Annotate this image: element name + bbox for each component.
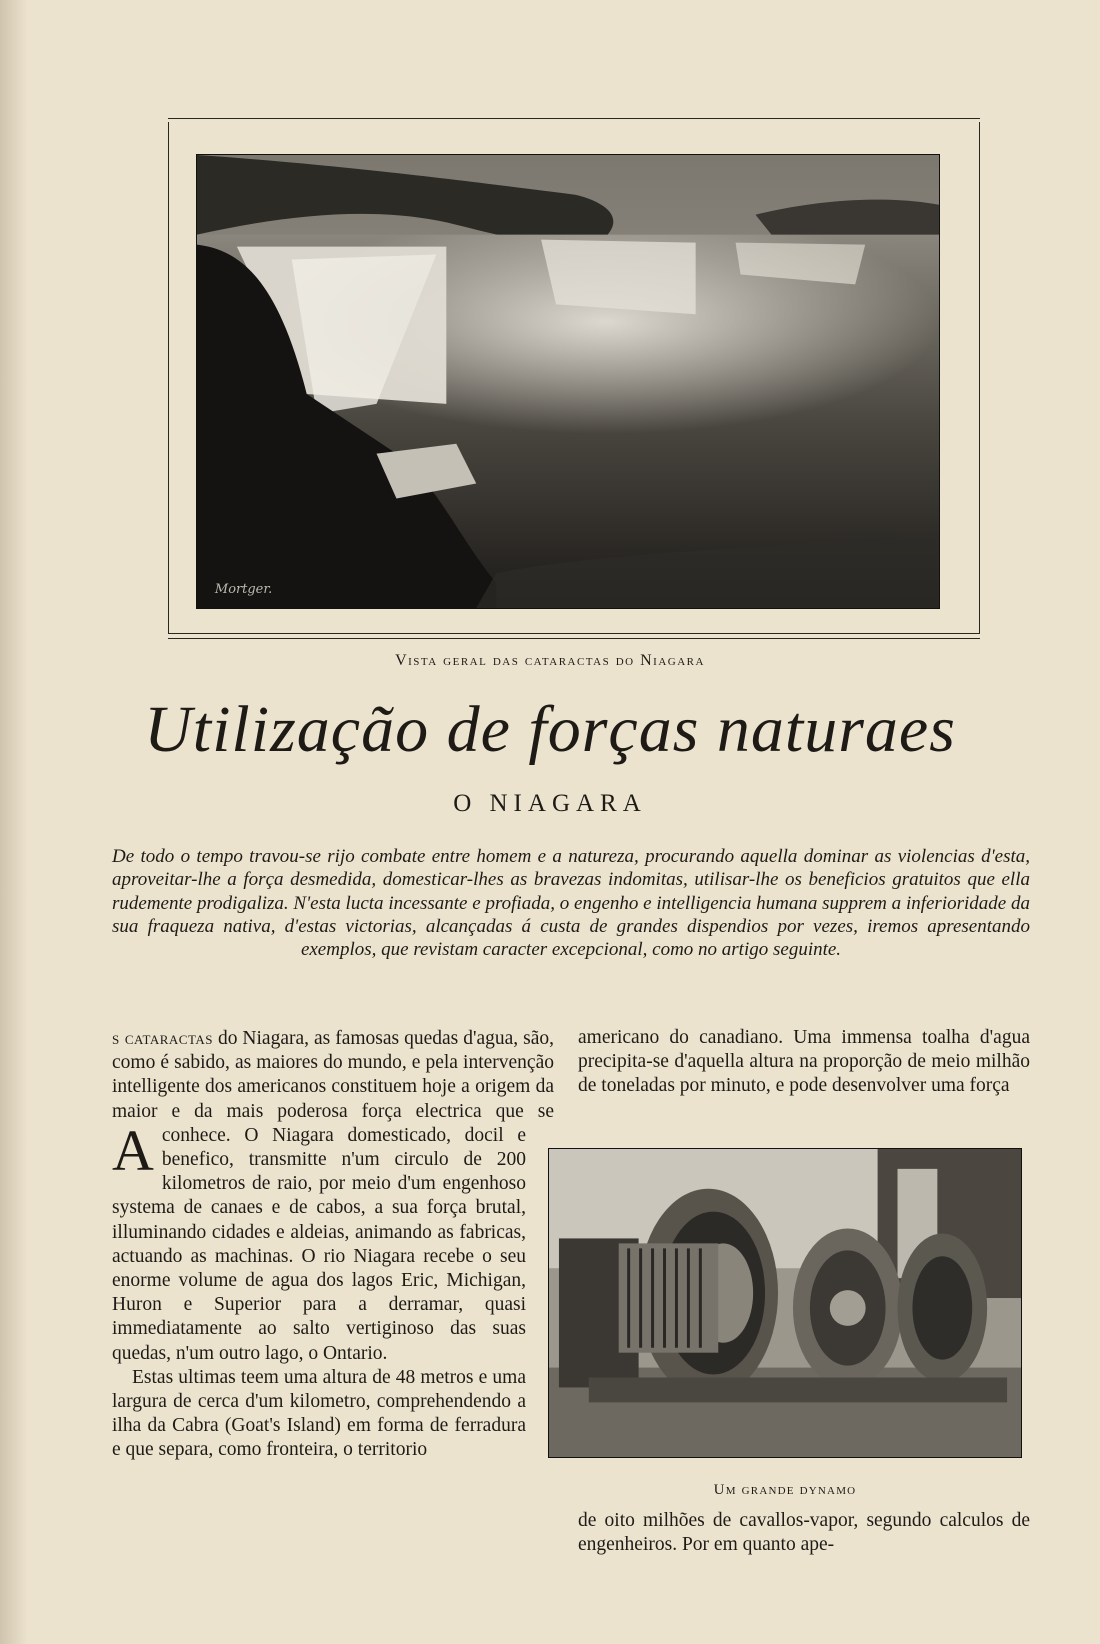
- paragraph-1-text: do Niagara, as famosas quedas d'agua, são, como é sabido, as maiores do mundo, e pela intervenção intelligente dos americanos constituem hoje a origem da maior e da mais poderosa força electrica que se conhece. O Niagara domesticado, docil e benefico, transmitte n'um circulo de 200 kilometros de raio, por meio d'um engenhoso systema de canaes e de cabos, a sua força brutal, illuminando cidades e aldeias, animando as fabricas, actuando as machinas. O rio Niagara recebe o seu enorme volume de agua dos lagos Eric, Michigan, Huron e Superior para a derramar, quasi immediatamente ao salto vertiginoso das suas quedas, n'um outro lago, o Ontario.: [112, 1028, 554, 1364]
- article-intro: De todo o tempo travou-se rijo combate entre homem e a natureza, procurando aquella dominar as violencias d'esta, aproveitar-lhe a força desmedida, domesticar-lhes as bravezas indomitas, utilisar-lhe os beneficios gratuitos que ella rudemente prodigaliza. N'esta lucta incessante e profiada, o engenho e intelligencia humana supprem a inferioridade da sua fraqueza nativa, d'estas victorias, alcançadas á custa de grandes dispendios por vezes, iremos apresentando exemplos, que revistam caracter excepcional, como no artigo seguinte.: [112, 846, 1030, 961]
- article-title: Utilização de forças naturaes: [144, 693, 956, 766]
- article-subtitle: O NIAGARA: [453, 790, 647, 817]
- frame-bottom-rule: [168, 638, 980, 639]
- left-column: [112, 1026, 554, 1540]
- paragraph-2: Estas ultimas teem uma altura de 48 metros e uma largura de cerca d'um kilometro, comprehendendo a ilha da Cabra (Goat's Island) em forma de ferradura e que separa, como fronteira, o territorio: [112, 1366, 526, 1461]
- page-binding-shadow: [0, 0, 28, 1644]
- drop-cap: A: [112, 1118, 154, 1183]
- paragraph-1: [112, 1026, 554, 1366]
- dynamo-caption: Um grande dynamo: [713, 1482, 857, 1498]
- right-column-top: americano do canadiano. Uma immensa toalha d'agua precipita-se d'aquella altura na proporção de meio milhão de toneladas por minuto, e pode desenvolver uma força: [578, 1027, 1030, 1097]
- photo-caption: Vista geral das cataractas do Niagara: [395, 652, 705, 669]
- photo-signature: Mortger.: [214, 582, 273, 598]
- frame-top-rule: [168, 118, 980, 119]
- niagara-falls-photo: [196, 154, 940, 609]
- paragraph-1-smallcaps: s cataractas: [112, 1028, 213, 1048]
- dynamo-photo: [548, 1148, 1022, 1458]
- right-column-bottom: de oito milhões de cavallos-vapor, segundo calculos de engenheiros. Por em quanto ape-: [578, 1510, 1030, 1556]
